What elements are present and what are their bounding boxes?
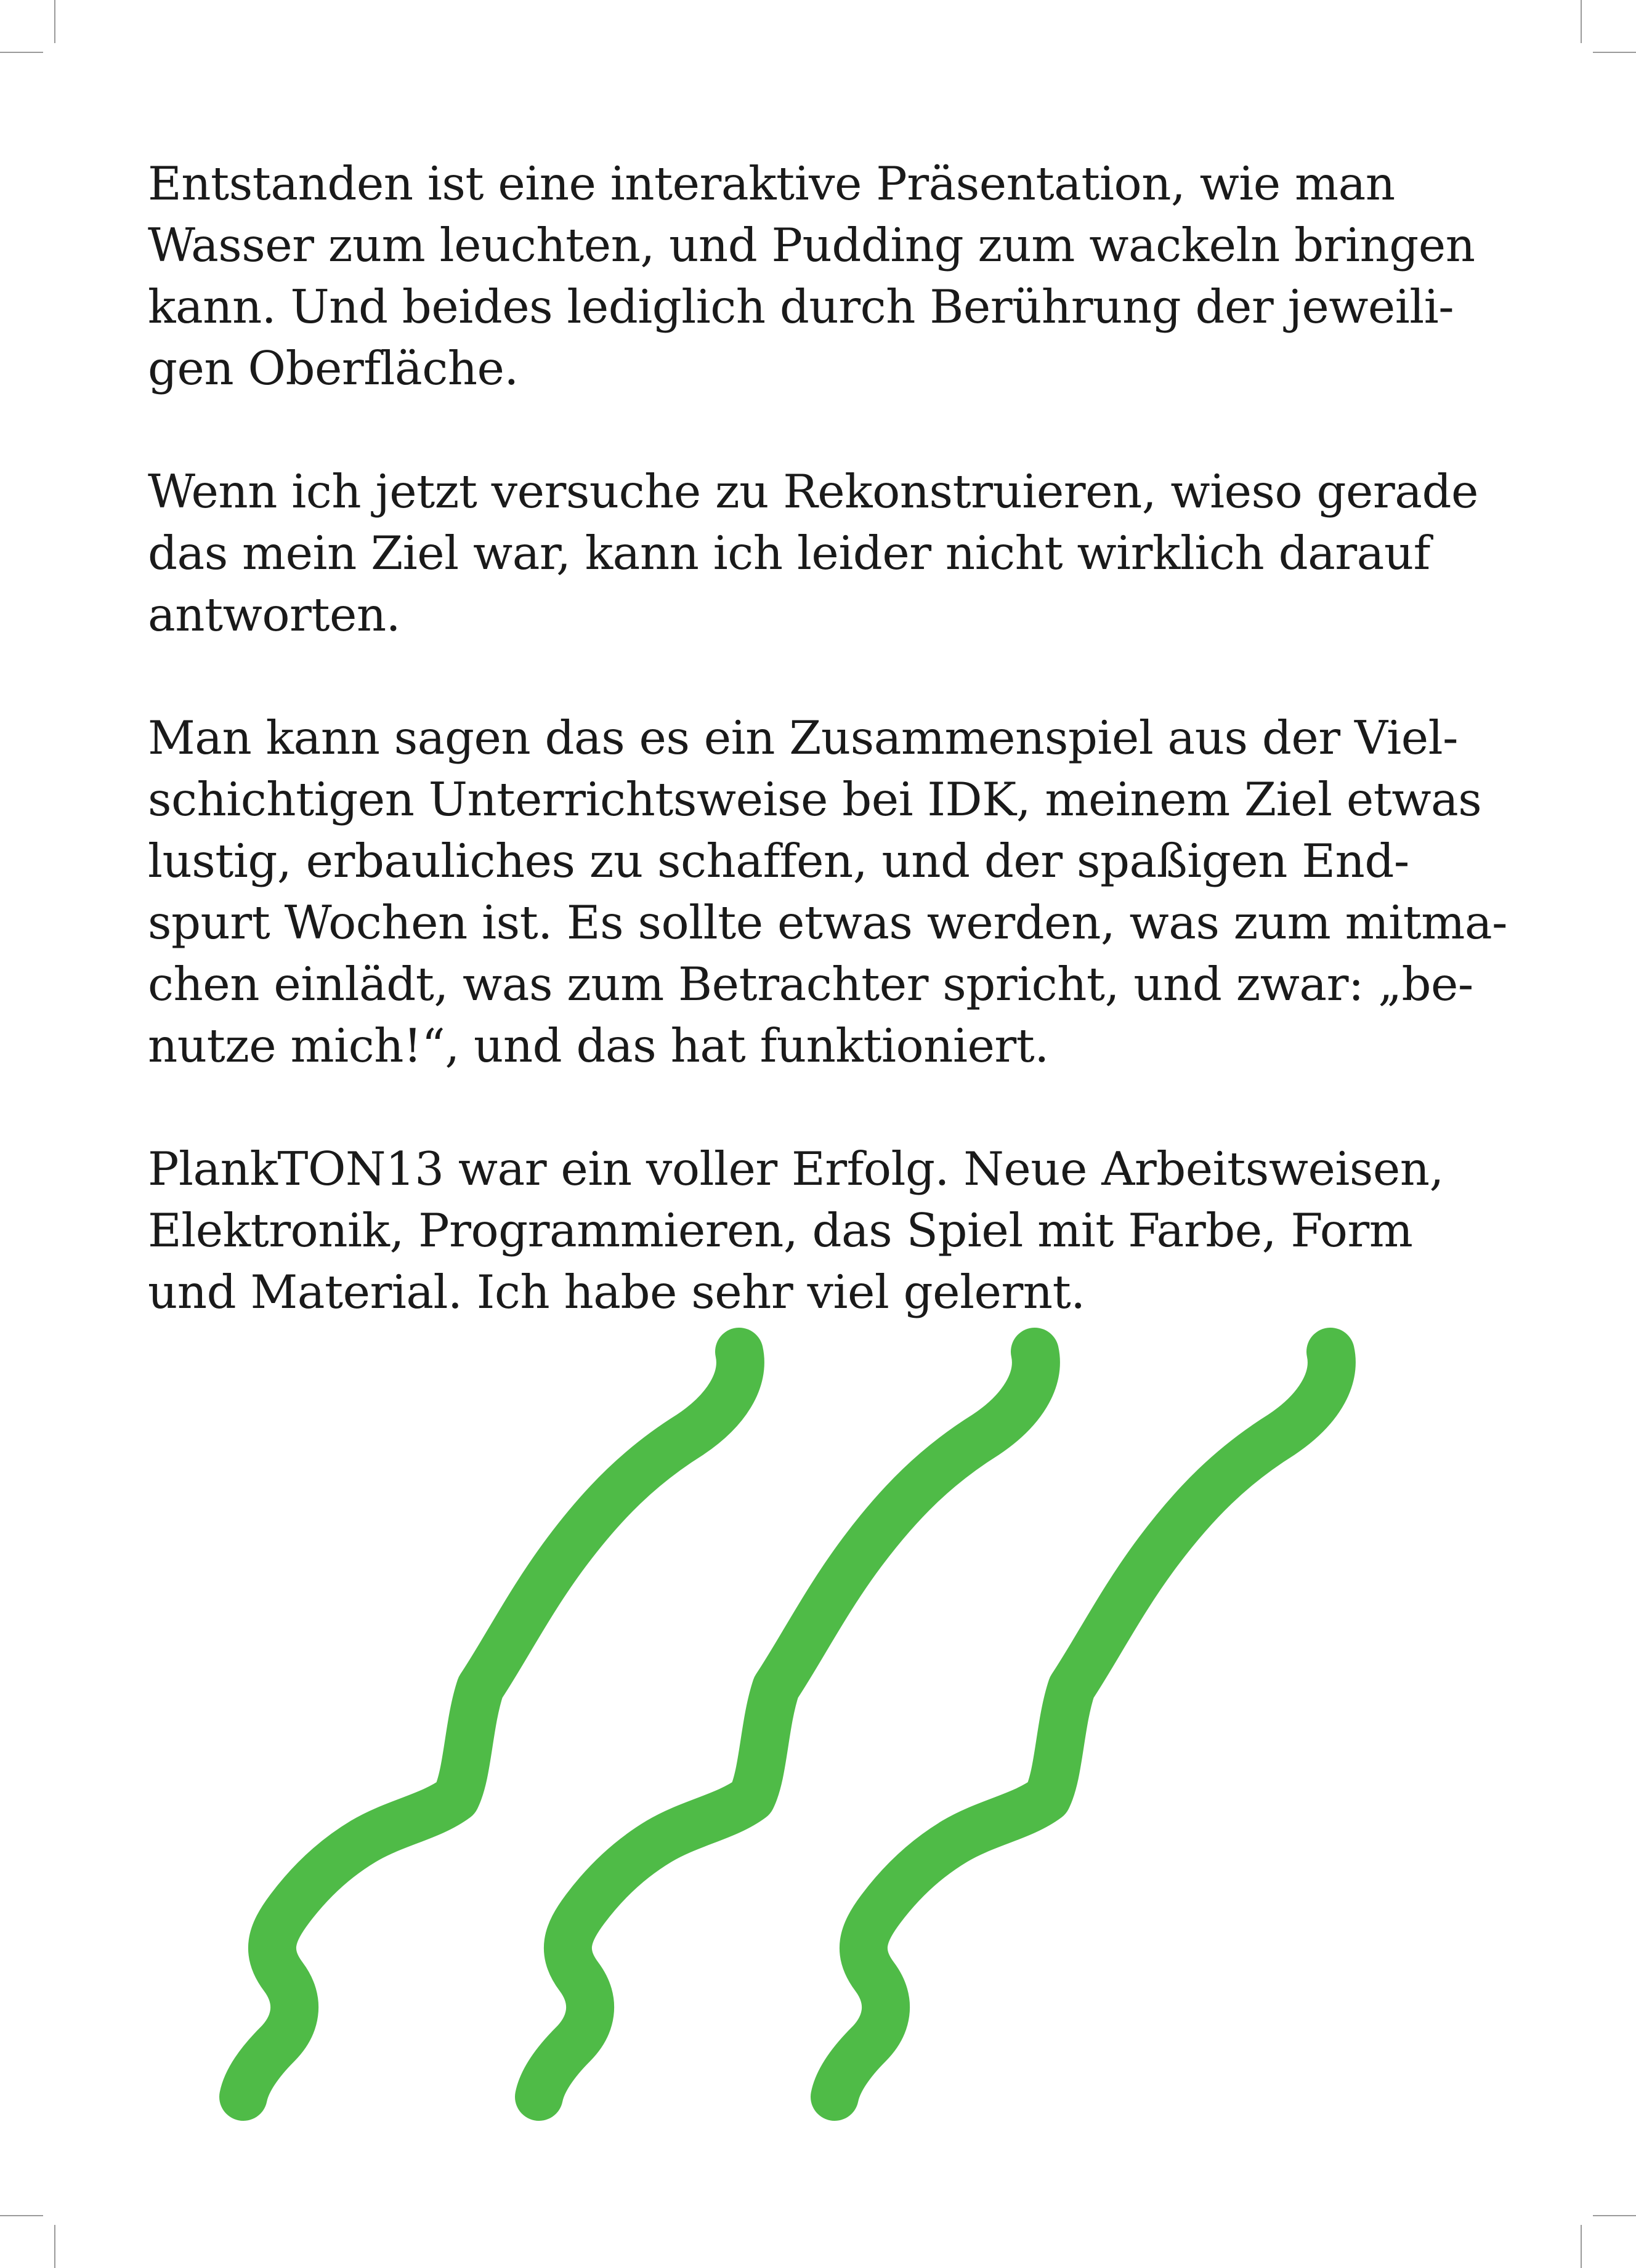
paragraph-4: PlankTON13 war ein voller Erfolg. Neue Arbeitsweisen, Elektronik, Programmieren, das Spiel mit Farbe, Form und Material. Ich habe sehr viel gelernt. (148, 1142, 1444, 1319)
wave-shape-template (243, 1352, 1332, 2097)
wave-1 (243, 1352, 740, 2097)
paragraph-3: Man kann sagen das es ein Zusammenspiel aus der Viel- schichtigen Unterrichtsweise bei IDK, meinem Ziel etwas lustig, erbauliches zu schaffen, und der spaßigen End- spurt Wochen ist. Es sollte etwas werden, was zum mitma- chen einlädt, was zum Betrachter spricht, und zwar: „be- nutze mich!“, und das hat funktioniert. (148, 711, 1507, 1073)
paragraph-2: Wenn ich jetzt versuche zu Rekonstruieren, wieso gerade das mein Ziel war, kann ich leider nicht wirklich darauf antworten. (148, 464, 1478, 642)
paragraph-1: Entstanden ist eine interaktive Präsentation, wie man Wasser zum leuchten, und Pudding zum wackeln bringen kann. Und beides lediglich durch Berührung der jeweili- gen Oberfläche. (148, 156, 1475, 395)
